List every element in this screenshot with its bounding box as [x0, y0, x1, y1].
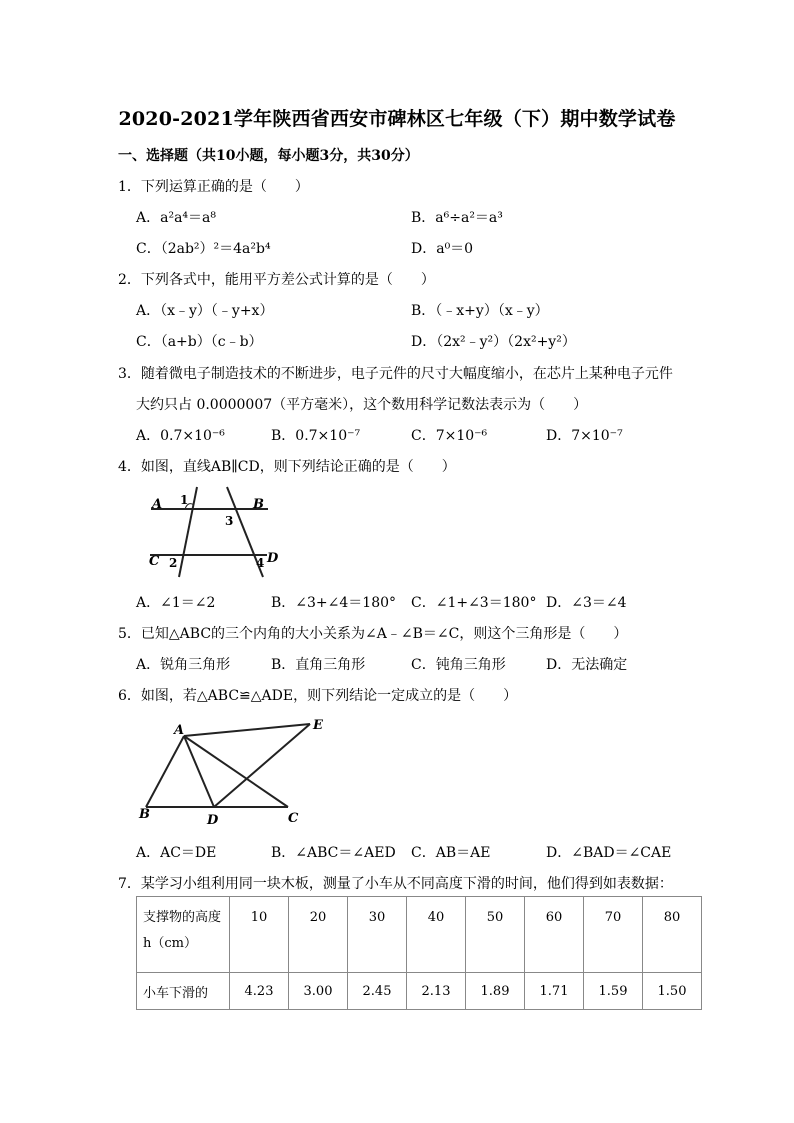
q4-stem: 4．如图，直线AB∥CD，则下列结论正确的是（ ） [118, 459, 456, 475]
q5-option-a: A．锐角三角形 [136, 657, 231, 673]
q3-option-b: B．0.7×10⁻⁷ [271, 428, 361, 444]
table-cell: 30 [348, 897, 407, 973]
q1-option-b: B．a⁶÷a²＝a³ [411, 210, 503, 226]
table-cell: 2.45 [348, 973, 407, 1010]
q3-stem-line2: 大约只占 0.0000007（平方毫米），这个数用科学记数法表示为（ ） [136, 397, 588, 413]
q1-stem: 1．下列运算正确的是（ ） [118, 179, 309, 195]
q4-label-c: C [149, 554, 160, 569]
table-cell: 70 [584, 897, 643, 973]
row-header-height: 支撑物的高度h（cm） [137, 897, 230, 973]
q4-angle-1: 1 [180, 493, 189, 507]
q6-label-d: D [207, 813, 219, 828]
table-cell: 1.50 [643, 973, 702, 1010]
q3-option-a: A．0.7×10⁻⁶ [136, 428, 225, 444]
q5-option-b: B．直角三角形 [271, 657, 366, 673]
q4-parallel-lines-figure [136, 483, 296, 583]
q2-stem: 2．下列各式中，能用平方差公式计算的是（ ） [118, 272, 435, 288]
table-cell: 1.89 [466, 973, 525, 1010]
q4-angle-4: 4 [256, 556, 265, 570]
table-row [137, 973, 702, 1010]
q2-option-a: A．（x﹣y）（﹣y+x） [136, 303, 274, 319]
q4-option-c: C．∠1+∠3＝180° [411, 595, 537, 611]
table-cell: 20 [289, 897, 348, 973]
q5-option-c: C．钝角三角形 [411, 657, 506, 673]
q6-label-a: A [174, 723, 185, 738]
table-cell: 3.00 [289, 973, 348, 1010]
q3-stem-line1: 3．随着微电子制造技术的不断进步，电子元件的尺寸大幅度缩小，在芯片上某种电子元件 [118, 366, 673, 382]
q4-label-b: B [253, 497, 264, 512]
table-cell: 4.23 [230, 973, 289, 1010]
q1-option-d: D．a⁰＝0 [411, 241, 474, 257]
q6-label-c: C [288, 811, 299, 826]
q6-stem: 6．如图，若△ABC≌△ADE，则下列结论一定成立的是（ ） [118, 688, 518, 704]
q1-option-c: C．（2ab²）²＝4a²b⁴ [136, 241, 271, 257]
q3-option-d: D．7×10⁻⁷ [546, 428, 623, 444]
q6-option-a: A．AC＝DE [136, 845, 217, 861]
table-cell: 80 [643, 897, 702, 973]
q6-label-e: E [313, 718, 323, 733]
q2-option-d: D．（2x²﹣y²）（2x²+y²） [411, 334, 576, 350]
table-row [137, 897, 702, 973]
q4-option-b: B．∠3+∠4＝180° [271, 595, 397, 611]
q4-angle-2: 2 [169, 556, 178, 570]
section-heading: 一、选择题（共10小题，每小题3分，共30分） [118, 148, 419, 164]
q2-option-c: C．（a+b）（c﹣b） [136, 334, 263, 350]
q4-option-a: A．∠1＝∠2 [136, 595, 216, 611]
table-cell: 1.71 [525, 973, 584, 1010]
q4-label-a: A [152, 497, 163, 512]
q7-stem: 7．某学习小组利用同一块木板，测量了小车从不同高度下滑的时间，他们得到如表数据： [118, 876, 673, 892]
q7-data-table [136, 896, 702, 1010]
q6-option-d: D．∠BAD＝∠CAE [546, 845, 672, 861]
table-cell: 50 [466, 897, 525, 973]
exam-title: 2020-2021学年陕西省西安市碑林区七年级（下）期中数学试卷 [118, 108, 676, 130]
q6-label-b: B [139, 807, 150, 822]
q6-option-c: C．AB＝AE [411, 845, 491, 861]
table-cell: 10 [230, 897, 289, 973]
q2-option-b: B．（﹣x+y）（x﹣y） [411, 303, 549, 319]
q4-label-d: D [267, 551, 279, 566]
table-cell: 1.59 [584, 973, 643, 1010]
table-cell: 40 [407, 897, 466, 973]
row-header-time: 小车下滑的 [137, 973, 230, 1010]
table-cell: 60 [525, 897, 584, 973]
q5-option-d: D．无法确定 [546, 657, 628, 673]
q4-angle-3: 3 [225, 514, 234, 528]
q6-congruent-triangles-figure [136, 712, 336, 832]
q3-option-c: C．7×10⁻⁶ [411, 428, 488, 444]
q4-option-d: D．∠3＝∠4 [546, 595, 627, 611]
q5-stem: 5．已知△ABC的三个内角的大小关系为∠A﹣∠B＝∠C，则这个三角形是（ ） [118, 626, 628, 642]
q1-option-a: A．a²a⁴＝a⁸ [136, 210, 216, 226]
q6-option-b: B．∠ABC＝∠AED [271, 845, 396, 861]
table-cell: 2.13 [407, 973, 466, 1010]
